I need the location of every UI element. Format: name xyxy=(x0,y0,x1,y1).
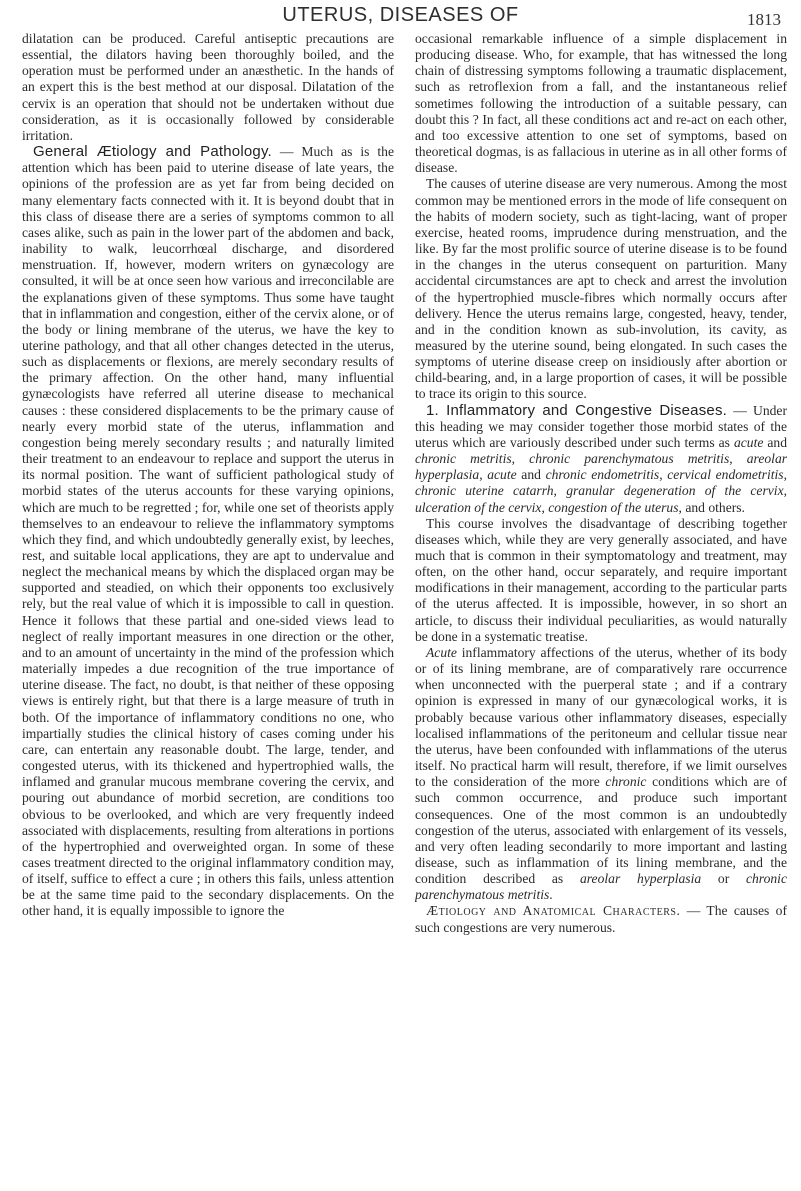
word: , xyxy=(783,483,787,499)
paragraph: This course involves the disadvantage of describing together diseases which, while they are very generally associated, and have much that is common in their symptomatology and treatment, may often, on the other hand, occur separately, and require important modifications in their management, according to the particular parts of the uterus affected. It is impossible, however, in so short an article, to discuss their individual peculiarities, as would naturally be done in a systematic treatise. xyxy=(415,515,787,644)
word: , xyxy=(479,467,488,483)
page-number: 1813 xyxy=(747,10,781,29)
section-heading: 1. Inflammatory and Congestive Diseases. xyxy=(426,401,728,419)
term: chronic parenchymatous metritis xyxy=(529,451,730,467)
word: and xyxy=(516,467,546,483)
paragraph-text: inflammatory affections of the uterus, whether of its body or of its lining membrane, are of comparatively rare occurrence when unconnected with the puerperal state ; and if a contrary opinion is expressed in many of our gynæcological works, it is probably because various other inflammatory diseases, especially localised inflammations of the peritoneum and cellular tissue near the uterus, have been confounded with inflammations of the uterus itself. No practical harm will result, therefore, if we limit ourselves to the consideration of the more xyxy=(415,644,787,790)
word: , xyxy=(659,467,668,483)
term: granular degeneration of the cervix xyxy=(566,483,784,499)
paragraph-text: conditions which are of such common occurrence, and produce such important consequences. One of the most common is an undoubtedly congestion of the uterus, associated with enlargement of its vessels, and very often leading secondarily to more important and lasting disease, such as inflammation of its lining membrane, and the condition described as xyxy=(415,774,787,887)
word: , xyxy=(553,483,567,499)
word: or xyxy=(701,871,746,887)
term: Acute xyxy=(426,644,457,660)
paragraph: occasional remarkable influence of a simple displacement in producing disease. Who, for example, that has witnessed the long chain of distressing symptoms following a traumatic displacement, such as retroflexion from a fall, and the instantaneous relief sometimes following the introduction of a suitable pessary, can doubt this ? In fact, all these conditions act and re-act on each other, and too excessive attention to one set of symptoms, based on theoretical dogmas, is as fallacious in uterine as in all other forms of disease. xyxy=(415,31,787,176)
paragraph xyxy=(415,645,787,904)
section-heading: Ætiology and Anatomical Characters. xyxy=(426,903,681,919)
term: chronic endometritis xyxy=(545,467,660,483)
word: . xyxy=(549,887,553,903)
word: and xyxy=(763,434,787,450)
section-heading: General Ætiology and Pathology. xyxy=(33,143,272,161)
paragraph xyxy=(22,144,394,920)
term: areolar hyperplasia xyxy=(579,871,702,887)
paragraph xyxy=(415,903,787,935)
left-column xyxy=(22,31,394,1187)
term: chronic uterine catarrh xyxy=(415,483,554,499)
paragraph-text: — Much as is the attention which has been paid to uterine disease of late years, the opinions of the profession are as yet far from being decided on many elementary facts connected with it. It is beyond doubt that in this class of disease there are a series of symptoms common to all cases alike, such as pain in the lower part of the abdomen and back, inability to walk, leucorrhœal discharge, and disordered menstruation. If, however, modern writers on gynæcology are consulted, it will be at once seen how various and irreconcilable are the explanations given of these symptoms. Thus some have taught that in inflammation and congestion, either of the cervix alone, or of the body or lining membrane of the uterus, we have the key to uterine pathology, and that all other changes detected in the uterus, such as displacements or flexions, are merely secondary results of the primary affection. On the other hand, many influential gynæcologists have referred all uterine disease to mechanical causes : these considered displacements to be the primary cause of nearly every morbid state of the uterus, inflammation and congestion being merely secondary results ; and naturally limited their treatment to an endeavour to replace and support the uterus in its normal position. The want of sufficient pathological study of morbid states of the uterus accounts for these varying opinions, which are much to be regretted ; for, while one set of theorists apply themselves to an endeavour to relieve the inflammatory symptoms which they find, and which undoubtedly generally exist, by leeches, rest, and suitable local applications, they are apt to undervalue and neglect the mechanical means by which the displaced organ may be supported and steadied, on which their opponents too exclusively rely, but the real value of which it is impossible to call in question. Hence it follows that these partial and one-sided views lead to neglect of really important measures in one direction or the other, and to an amount of uncertainty in the mind of the profession which materially impedes a due recognition of the true importance of uterine disease. The fact, no doubt, is that neither of these opposing views is entirely right, but that there is a large measure of truth in both. Of the importance of inflammatory conditions no one, who impartially studies the clinical history of cases coming under his care, can entertain any reasonable doubt. The large, tender, and congested uterus, with its thickened and hypertrophied walls, the inflamed and granular mucous membrane covering the cervix, and pouring out abundance of morbid secretion, are conditions too obvious to be overlooked, and which are very frequently indeed associated with displacements, resulting from alterations in portions of the hypertrophied and overweighted organ. In some of these cases treatment directed to the original inflammatory condition may, of itself, suffice to effect a cure ; in others this fails, unless attention be at the same time paid to the secondary displacements. On the other hand, it is equally impossible to ignore the xyxy=(22,144,394,919)
right-column xyxy=(415,31,787,1187)
term: acute xyxy=(733,434,764,450)
paragraph xyxy=(415,403,787,516)
term: chronic xyxy=(605,774,647,790)
text-columns xyxy=(22,31,787,1187)
word: , xyxy=(511,451,530,467)
paragraph-text: — The causes of such congestions are very numerous. xyxy=(415,903,787,935)
word: , xyxy=(729,451,747,467)
paragraph: dilatation can be produced. Careful antiseptic precautions are essential, the dilators having been thoroughly boiled, and the operation must be performed under an anæsthetic. In the hands of an expert this is the best method at our disposal. Dilatation of the cervix is an operation that should not be undertaken without due consideration, as it is occasionally followed by considerable irritation. xyxy=(22,31,394,143)
paragraph: The causes of uterine disease are very numerous. Among the most common may be mentioned errors in the mode of life consequent on the habits of modern society, such as tight-lacing, want of proper exercise, heated rooms, imprudence during menstruation, and the like. By far the most prolific source of uterine disease is to be found in the changes in the uterus consequent on parturition. Many accidental circumstances are apt to check and arrest the involution of the hypertrophied muscle-fibres which normally occurs after delivery. Hence the uterus remains large, congested, heavy, tender, and in the condition known as sub-involution, its cavity, as measured by the uterine sound, being elongated. In such cases the symptoms of uterine disease creep on insidiously after abortion or child-bearing, and, in a large proportion of cases, it will be possible to trace its origin to this source. xyxy=(415,176,787,402)
paragraph-text: — Under this heading we may consider together those morbid states of the uterus which are variously described under such terms as xyxy=(415,402,787,450)
term: cervical endometritis xyxy=(667,467,784,483)
term: areolar hyperplasia xyxy=(415,451,787,483)
word: , xyxy=(783,467,787,483)
running-head: UTERUS, DISEASES OF xyxy=(282,4,519,26)
page-header xyxy=(0,4,801,29)
term: chronic metritis xyxy=(415,451,512,467)
term: acute xyxy=(487,467,517,483)
term: congestion of the uterus xyxy=(548,499,679,515)
word: , xyxy=(541,499,549,515)
term: ulceration of the cervix xyxy=(415,499,542,515)
term: chronic parenchymatous metritis xyxy=(415,871,787,903)
word: , and others. xyxy=(678,499,745,515)
